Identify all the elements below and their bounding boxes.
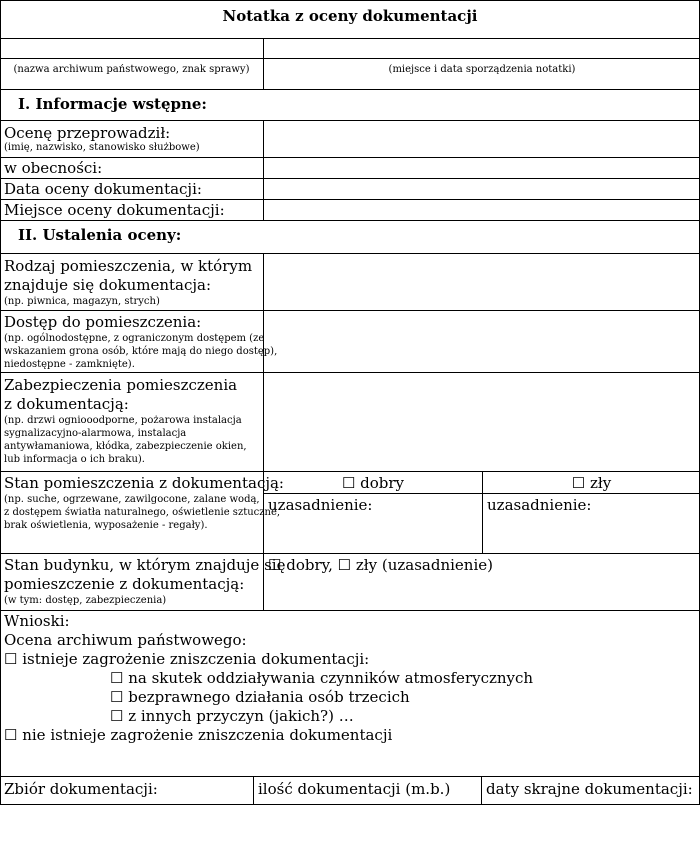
cause-weather-checkbox[interactable]: ☐ na skutek oddziaływania czynników atmosferycznych xyxy=(110,669,534,687)
divider xyxy=(0,553,700,554)
room-access-hint: wskazaniem grona osób, które mają do niego dostęp), xyxy=(4,346,278,357)
table-border-left xyxy=(0,0,1,805)
room-security-hint: (np. drzwi ogniooodporne, pożarowa instalacja xyxy=(4,415,242,426)
quantity-label: ilość dokumentacji (m.b.) xyxy=(258,780,451,798)
room-security-label-line: Zabezpieczenia pomieszczenia xyxy=(4,376,238,394)
divider xyxy=(0,471,700,472)
divider xyxy=(481,776,482,804)
divider xyxy=(253,776,254,804)
divider xyxy=(0,89,700,90)
room-condition-hint: (np. suche, ogrzewane, zawilgocone, zalane wodą, xyxy=(4,494,260,505)
cause-third-parties-checkbox[interactable]: ☐ bezprawnego działania osób trzecich xyxy=(110,688,410,706)
room-access-hint: (np. ogólnodostępne, z ograniczonym dostępem (ze xyxy=(4,333,265,344)
room-type-hint: (np. piwnica, magazyn, strych) xyxy=(4,296,160,307)
room-access-hint: niedostępne - zamknięte). xyxy=(4,359,135,370)
room-security-label xyxy=(4,376,247,466)
divider xyxy=(0,310,700,311)
justification-good-label: uzasadnienie: xyxy=(268,496,373,514)
room-condition-hint: brak oświetlenia, wyposażenie - regały). xyxy=(4,520,208,531)
room-condition-label-text: Stan pomieszczenia z dokumentacją: xyxy=(4,474,284,492)
table-border-bottom xyxy=(0,804,700,805)
cause-other-checkbox[interactable]: ☐ z innych przyczyn (jakich?) … xyxy=(110,707,354,725)
section-heading-intro: I. Informacje wstępne: xyxy=(18,95,207,113)
assessment-place-label: Miejsce oceny dokumentacji: xyxy=(4,201,225,219)
room-security-label-line: z dokumentacją: xyxy=(4,395,129,413)
no-threat-checkbox[interactable]: ☐ nie istnieje zagrożenie zniszczenia dokumentacji xyxy=(4,726,393,744)
assessor-label-text: Ocenę przeprowadził: xyxy=(4,124,171,142)
divider xyxy=(0,372,700,373)
divider xyxy=(263,120,264,220)
room-security-hint: lub informacja o ich braku). xyxy=(4,454,145,465)
room-type-label xyxy=(4,257,252,308)
assessment-label: Ocena archiwum państwowego: xyxy=(4,631,247,649)
room-access-label xyxy=(4,313,277,371)
conclusions-heading: Wnioski: xyxy=(4,612,70,630)
room-type-label-line: znajduje się dokumentacja: xyxy=(4,276,212,294)
building-condition-label xyxy=(4,556,285,607)
section-heading-findings: II. Ustalenia oceny: xyxy=(18,226,182,244)
date-range-label: daty skrajne dokumentacji: xyxy=(486,780,693,798)
threat-exists-checkbox[interactable]: ☐ istnieje zagrożenie zniszczenia dokumentacji: xyxy=(4,650,370,668)
assessment-date-label: Data oceny dokumentacji: xyxy=(4,180,202,198)
building-condition-label-line: Stan budynku, w którym znajduje się xyxy=(4,556,286,574)
room-type-label-line: Rodzaj pomieszczenia, w którym xyxy=(4,257,253,275)
divider xyxy=(0,178,700,179)
divider xyxy=(0,58,700,59)
room-condition-hint: z dostępem światła naturalnego, oświetlenie sztuczne, xyxy=(4,507,281,518)
divider xyxy=(0,220,700,221)
presence-label: w obecności: xyxy=(4,159,103,177)
place-date-caption: (miejsce i data sporządzenia notatki) xyxy=(388,64,576,75)
divider xyxy=(0,120,700,121)
assessor-hint: (imię, nazwisko, stanowisko służbowe) xyxy=(4,142,200,153)
page-title: Notatka z oceny dokumentacji xyxy=(222,7,478,25)
room-security-hint: sygnalizacyjno-alarmowa, instalacja xyxy=(4,428,187,439)
assessor-label xyxy=(4,124,200,154)
divider xyxy=(0,776,700,777)
room-condition-good-checkbox[interactable]: ☐ dobry xyxy=(341,474,405,492)
building-condition-options[interactable]: ☐ dobry, ☐ zły (uzasadnienie) xyxy=(268,556,493,574)
table-border-top xyxy=(0,0,700,1)
room-security-hint: antywłamaniowa, kłódka, zabezpieczenie okien, xyxy=(4,441,247,452)
archive-name-caption: (nazwa archiwum państwowego, znak sprawy) xyxy=(13,64,250,75)
building-condition-hint: (w tym: dostęp, zabezpieczenia) xyxy=(4,595,167,606)
room-access-label-text: Dostęp do pomieszczenia: xyxy=(4,313,202,331)
divider xyxy=(0,199,700,200)
divider xyxy=(0,38,700,39)
room-condition-label xyxy=(4,474,284,532)
divider xyxy=(0,253,700,254)
room-condition-bad-checkbox[interactable]: ☐ zły xyxy=(571,474,612,492)
justification-bad-label: uzasadnienie: xyxy=(487,496,592,514)
divider xyxy=(0,610,700,611)
collection-label: Zbiór dokumentacji: xyxy=(4,780,158,798)
building-condition-label-line: pomieszczenie z dokumentacją: xyxy=(4,575,245,593)
conclusions-block xyxy=(4,612,533,745)
divider xyxy=(0,157,700,158)
